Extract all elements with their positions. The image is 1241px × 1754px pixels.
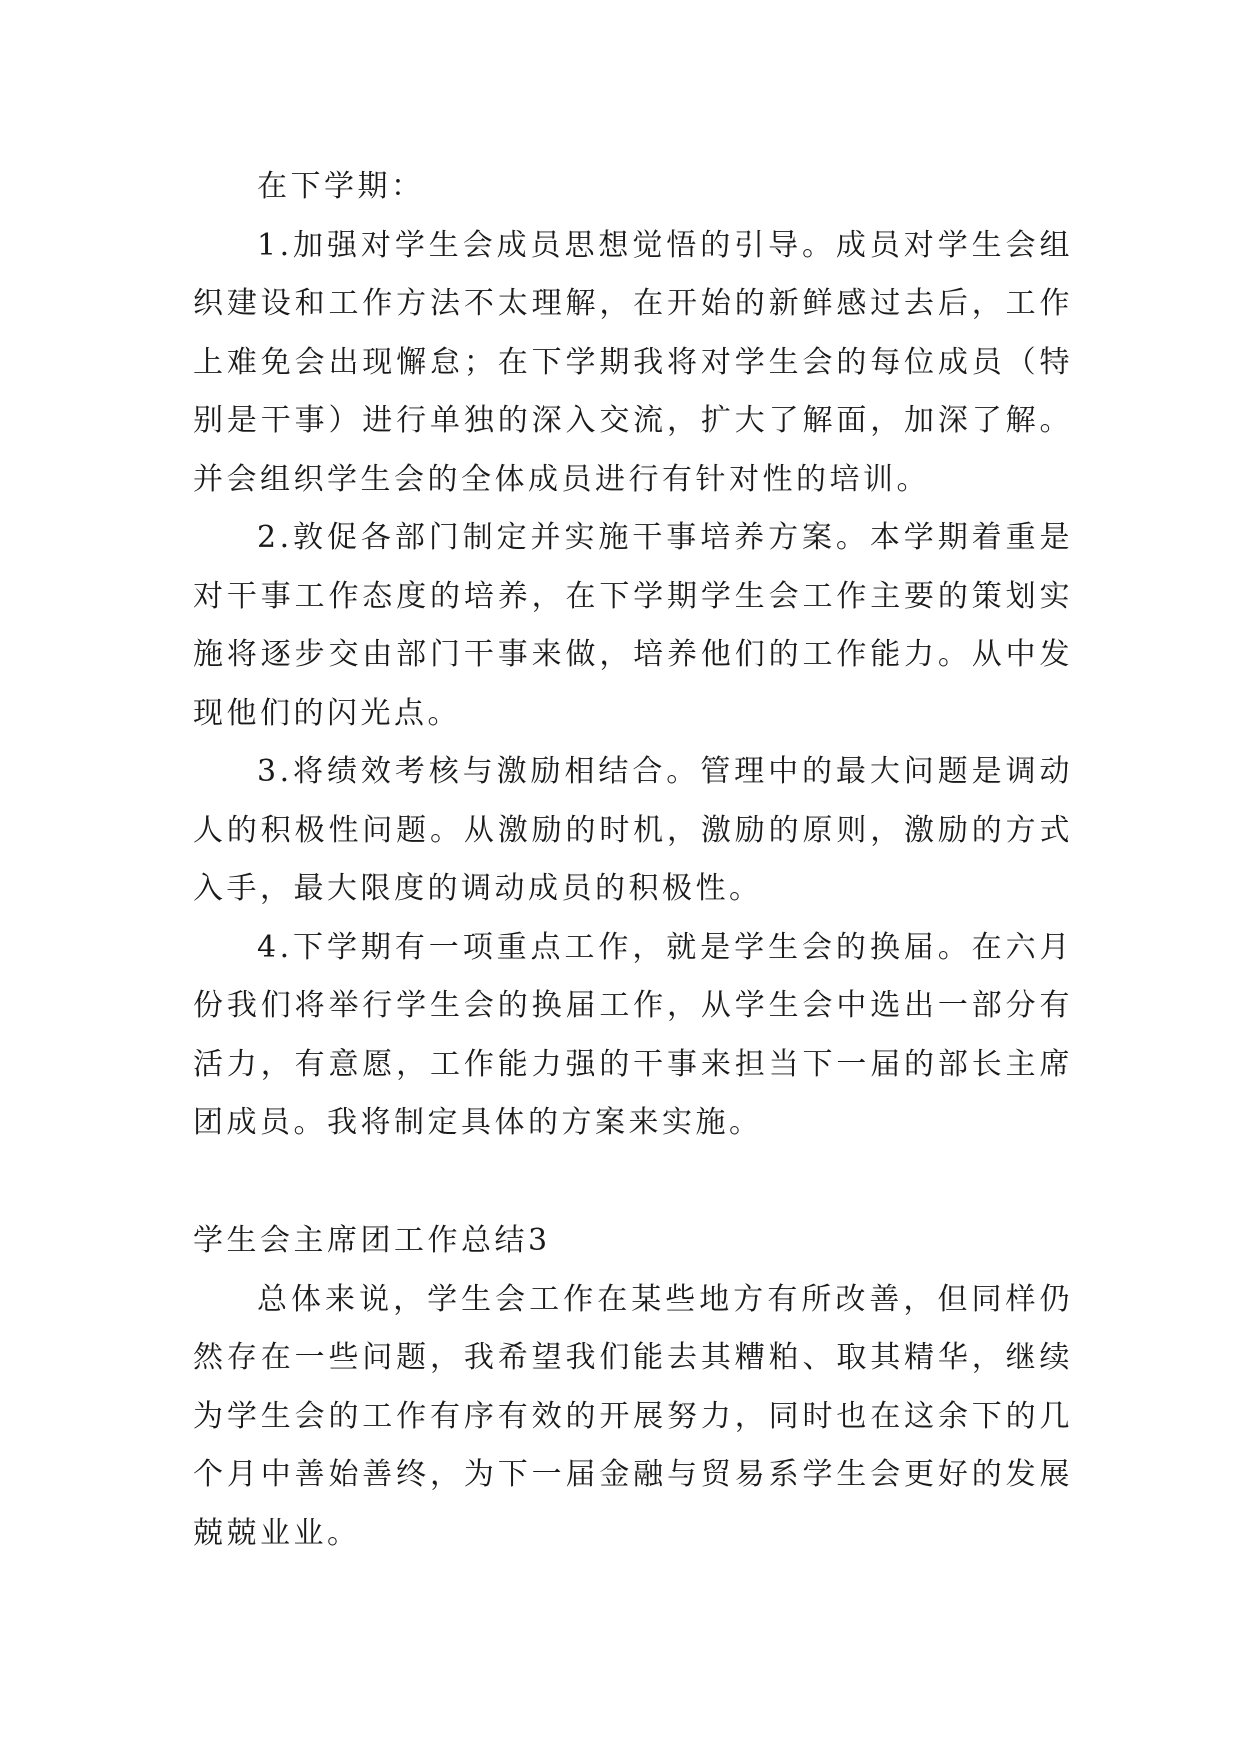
plan-section — [193, 158, 1073, 1153]
section-intro: 在下学期： — [257, 169, 425, 204]
plan-item-2: 2.敦促各部门制定并实施干事培养方案。本学期着重是对干事工作态度的培养，在下学期学生会工作主要的策划实施将逐步交由部门干事来做，培养他们的工作能力。从中发现他们的闪光点。 — [193, 520, 1073, 731]
summary-paragraph: 总体来说，学生会工作在某些地方有所改善，但同样仍然存在一些问题，我希望我们能去其糟粕、取其精华，继续为学生会的工作有序有效的开展努力，同时也在这余下的几个月中善始善终，为下一届金融与贸易系学生会更好的发展兢兢业业。 — [193, 1281, 1073, 1551]
plan-item-1: 1.加强对学生会成员思想觉悟的引导。成员对学生会组织建设和工作方法不太理解，在开始的新鲜感过去后，工作上难免会出现懈怠；在下学期我将对学生会的每位成员（特别是干事）进行单独的深入交流，扩大了解面，加深了解。并会组织学生会的全体成员进行有针对性的培训。 — [193, 227, 1073, 497]
plan-item-3: 3.将绩效考核与激励相结合。管理中的最大问题是调动人的积极性问题。从激励的时机，激励的原则，激励的方式入手，最大限度的调动成员的积极性。 — [193, 754, 1073, 906]
section-heading: 学生会主席团工作总结3 — [193, 1223, 551, 1258]
summary-section — [193, 1212, 1073, 1563]
plan-item-4: 4.下学期有一项重点工作，就是学生会的换届。在六月份我们将举行学生会的换届工作，从学生会中选出一部分有活力，有意愿，工作能力强的干事来担当下一届的部长主席团成员。我将制定具体的方案来实施。 — [193, 929, 1073, 1140]
